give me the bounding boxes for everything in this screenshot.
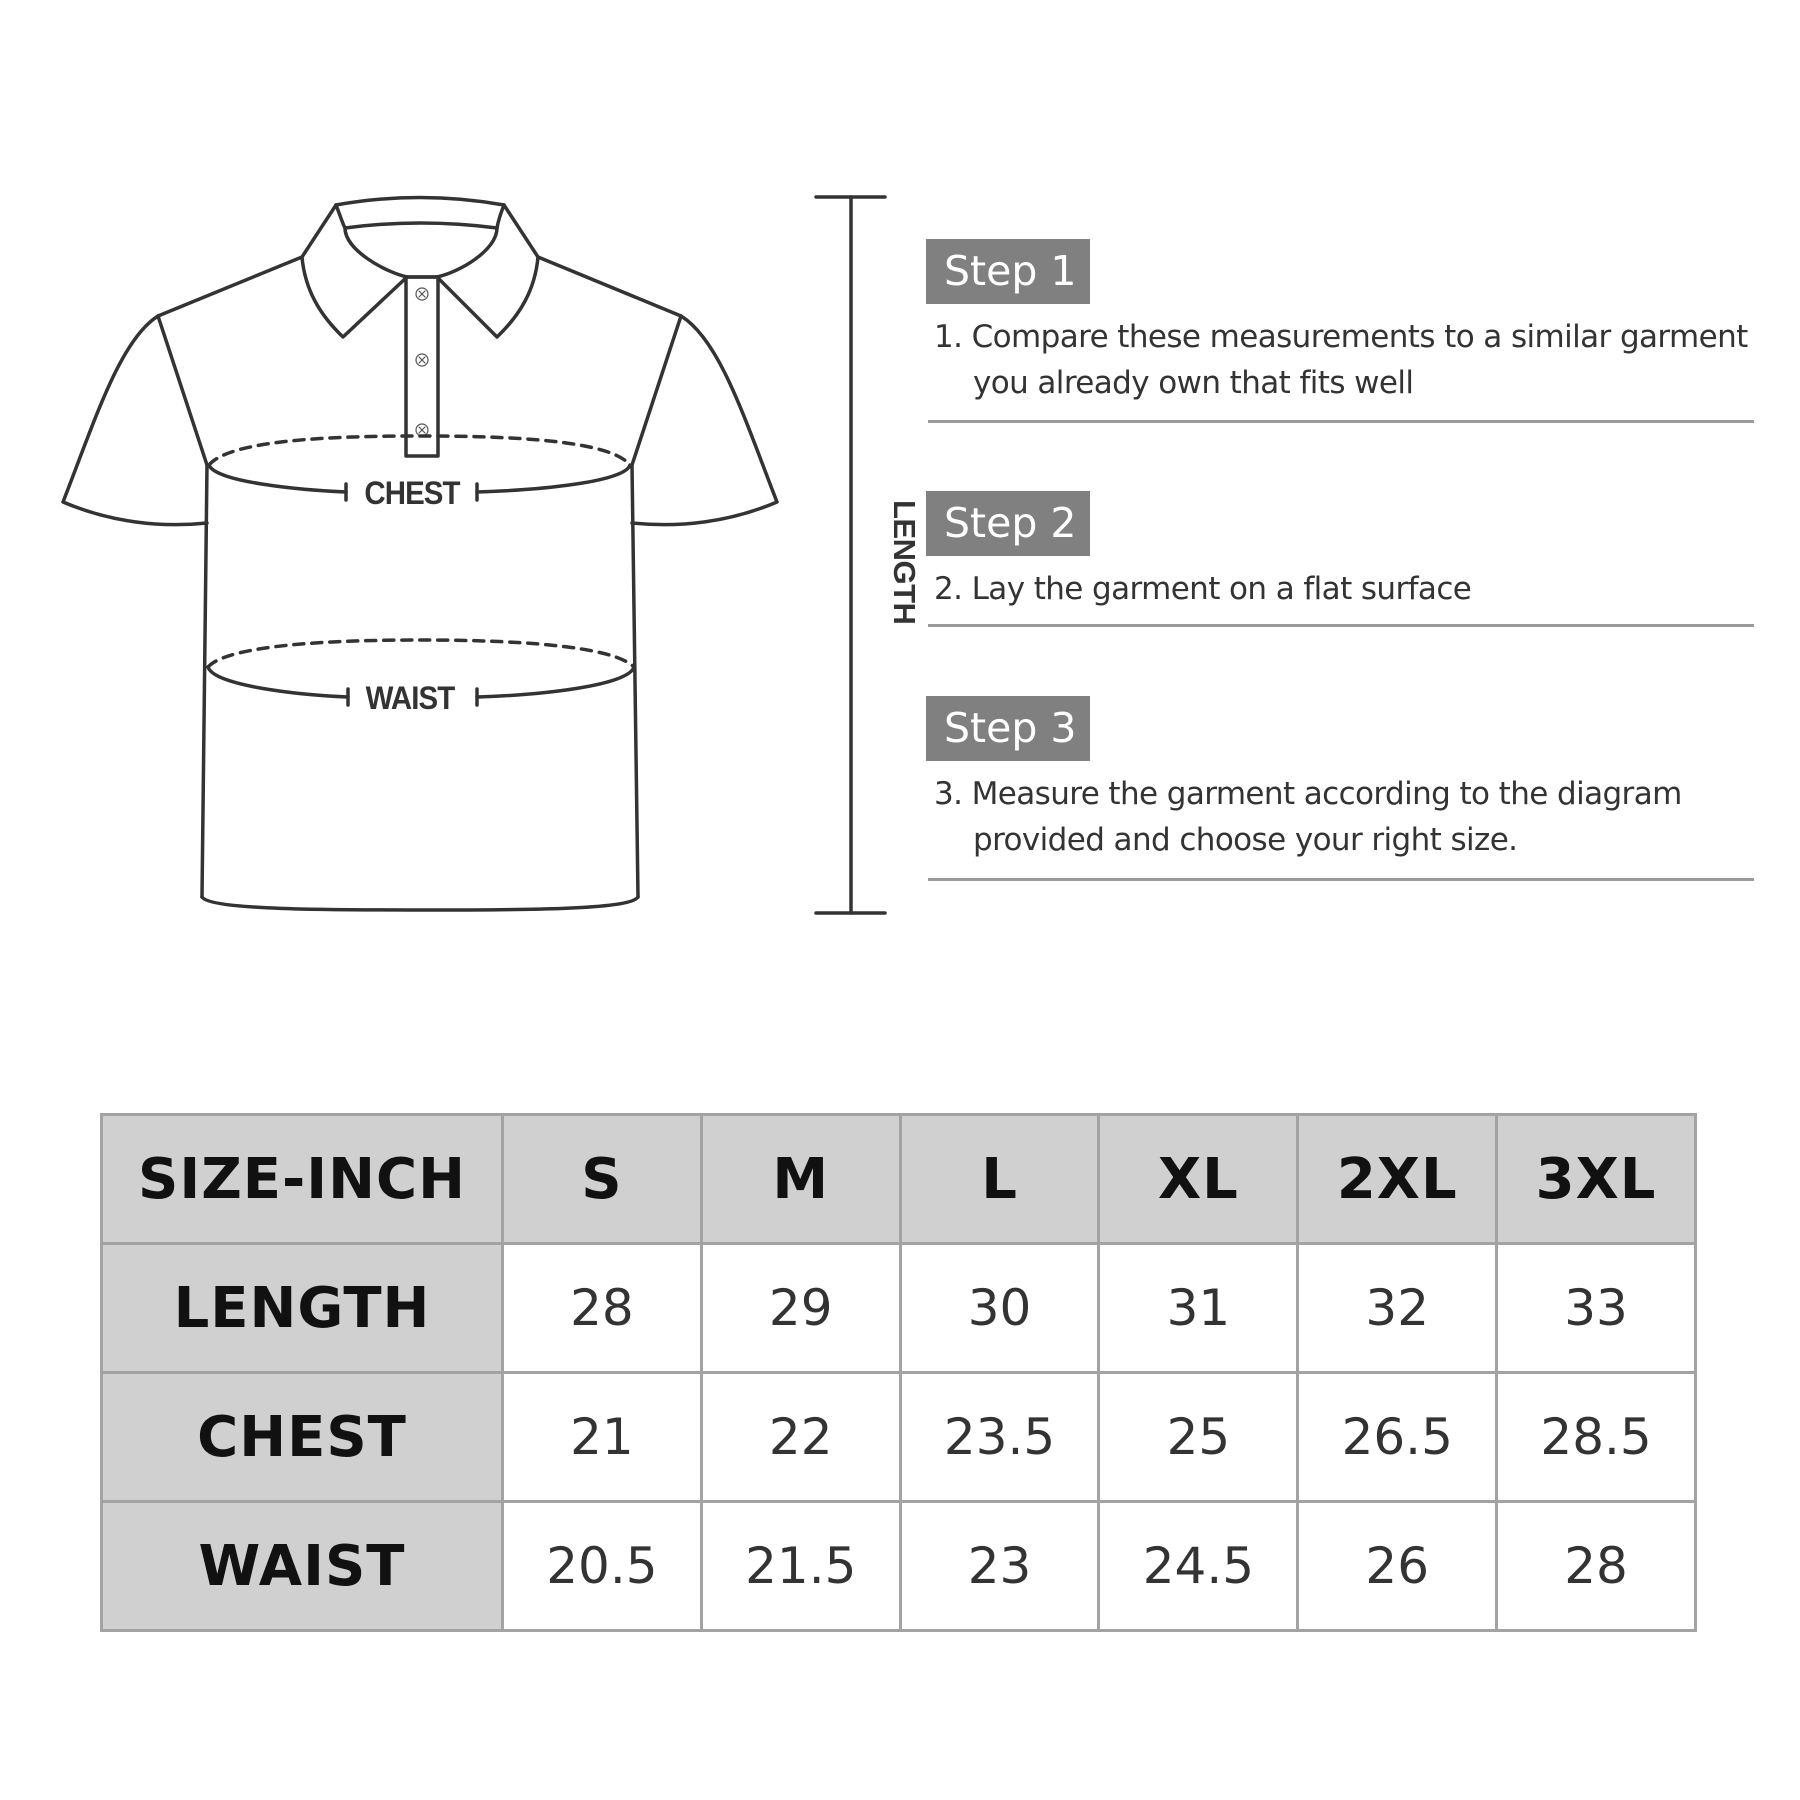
table-cell: 28 [503,1244,702,1373]
step-1-divider [928,420,1754,423]
chest-arc-left [209,465,346,492]
step-2-divider [928,624,1754,627]
step-2-text: 2. Lay the garment on a flat surface [934,571,1472,607]
left-side [202,465,207,897]
hem [202,897,638,910]
table-cell: 33 [1497,1244,1696,1373]
header-size-m: M [701,1115,900,1244]
table-cell: 26.5 [1298,1373,1497,1502]
table-cell: 25 [1099,1373,1298,1502]
collar-inner-left [336,205,345,228]
table-cell: 21 [503,1373,702,1502]
row-label-length: LENGTH [102,1244,503,1373]
header-size-2xl: 2XL [1298,1115,1497,1244]
header-size-s: S [503,1115,702,1244]
table-cell: 22 [701,1373,900,1502]
step-3-divider [928,878,1754,881]
step-2-badge: Step 2 [926,491,1090,556]
waist-label: WAIST [365,680,455,716]
right-side [632,465,638,897]
header-size-l: L [900,1115,1099,1244]
step-3-text: 3. Measure the garment according to the diagram provided and choose your right size. [934,776,1682,858]
row-label-waist: WAIST [102,1502,503,1631]
right-shoulder [538,257,681,316]
step-3 [926,696,1756,863]
table-row-length [102,1244,1696,1373]
chest-arc-right [477,465,630,492]
length-label: LENGTH [887,500,922,625]
waist-arc-right [477,667,634,697]
step-3-badge: Step 3 [926,696,1090,761]
table-cell: 23.5 [900,1373,1099,1502]
table-cell: 30 [900,1244,1099,1373]
right-sleeve [632,316,777,525]
neck-curve [345,228,497,277]
right-armhole [632,316,681,465]
table-cell: 21.5 [701,1502,900,1631]
table-cell: 29 [701,1244,900,1373]
collar-top [336,198,504,206]
step-1-text: 1. Compare these measurements to a similar garment you already own that fits well [934,319,1748,401]
collar-neckband [345,223,497,228]
waist-dashed-arc [208,640,634,667]
size-chart-table [100,1113,1697,1632]
table-cell: 26 [1298,1502,1497,1631]
header-size-xl: XL [1099,1115,1298,1244]
table-cell: 28.5 [1497,1373,1696,1502]
step-1 [926,239,1756,406]
table-header-row [102,1115,1696,1244]
table-cell: 23 [900,1502,1099,1631]
left-armhole [158,316,207,465]
table-row-waist [102,1502,1696,1631]
table-row-chest [102,1373,1696,1502]
step-1-badge: Step 1 [926,239,1090,304]
left-sleeve [63,316,207,525]
chest-dashed-arc [209,436,630,465]
chest-label: CHEST [364,475,460,511]
header-size-3xl: 3XL [1497,1115,1696,1244]
waist-arc-left [208,667,348,697]
row-label-chest: CHEST [102,1373,503,1502]
button-icon [416,288,428,436]
table-cell: 24.5 [1099,1502,1298,1631]
table-cell: 28 [1497,1502,1696,1631]
table-cell: 32 [1298,1244,1497,1373]
table-cell: 20.5 [503,1502,702,1631]
left-shoulder [158,257,302,316]
collar-inner-right [497,205,504,228]
step-2 [926,491,1756,612]
header-size-inch: SIZE-INCH [102,1115,503,1244]
table-cell: 31 [1099,1244,1298,1373]
